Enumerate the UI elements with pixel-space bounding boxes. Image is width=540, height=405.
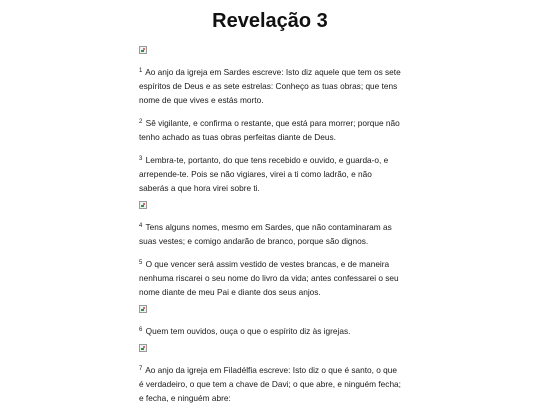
verse-5	[139, 257, 401, 299]
verse-number: 7	[139, 366, 143, 372]
chapter-content	[139, 46, 401, 405]
verse-number: 4	[139, 223, 143, 229]
verse-number: 6	[139, 327, 143, 333]
verse-number: 5	[139, 260, 143, 266]
verse-text: Ao anjo da igreja em Filadélfia escreve: Isto diz o que é santo, o que é verdadeiro, o que tem a chave de Davi; o que abre, e ninguém fecha; e fecha, e ninguém abre:	[139, 365, 401, 403]
verse-6	[139, 324, 401, 338]
page-title: Revelação 3	[212, 10, 328, 32]
verse-number: 2	[139, 119, 143, 125]
verse-text: Lembra-te, portanto, do que tens recebido e ouvido, e guarda-o, e arrepende-te. Pois se não vigiares, virei a ti como ladrão, e não saberás a que hora virei sobre ti.	[139, 155, 389, 193]
verse-text: Tens alguns nomes, mesmo em Sardes, que não contaminaram as suas vestes; e comigo andarão de branco, porque são dignos.	[139, 222, 392, 246]
verse-number: 3	[139, 156, 143, 162]
verse-2	[139, 116, 401, 144]
broken-image-icon	[139, 305, 147, 313]
verse-4	[139, 220, 401, 248]
verse-text: O que vencer será assim vestido de vestes brancas, e de maneira nenhuma riscarei o seu nome do livro da vida; antes confessarei o seu nome diante de meu Pai e diante dos seus anjos.	[139, 259, 399, 297]
verse-3	[139, 153, 401, 195]
verse-text: Ao anjo da igreja em Sardes escreve: Isto diz aquele que tem os sete espíritos de Deus e as sete estrelas: Conheço as tuas obras; que tens nome de que vives e estás morto.	[139, 67, 401, 105]
broken-image-icon	[139, 201, 147, 209]
verse-text: Quem tem ouvidos, ouça o que o espírito diz às igrejas.	[145, 326, 351, 336]
verse-text: Sê vigilante, e confirma o restante, que está para morrer; porque não tenho achado as tuas obras perfeitas diante de Deus.	[139, 118, 400, 142]
broken-image-icon	[139, 344, 147, 352]
verse-7	[139, 363, 401, 405]
verse-1	[139, 65, 401, 107]
verse-number: 1	[139, 68, 143, 74]
broken-image-icon	[139, 46, 147, 54]
